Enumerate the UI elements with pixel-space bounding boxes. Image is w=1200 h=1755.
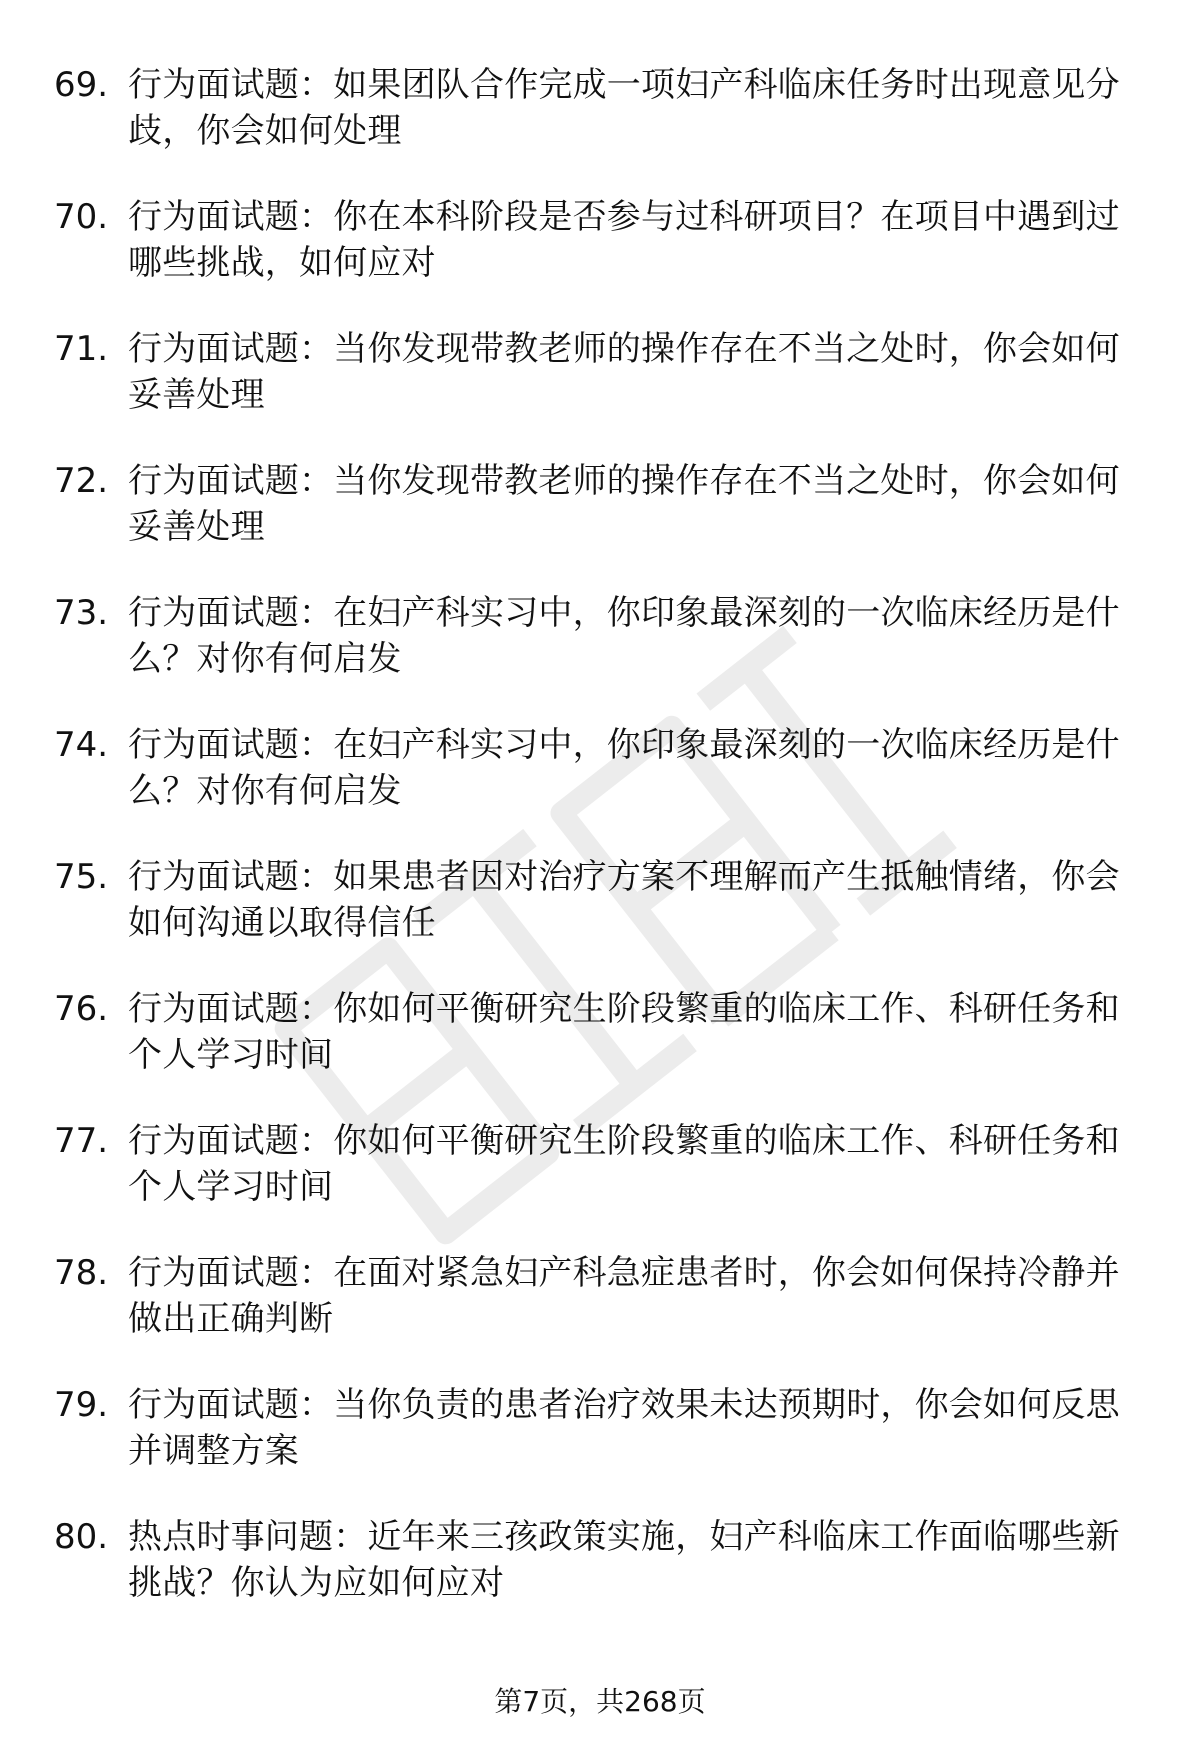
question-text: 行为面试题：你在本科阶段是否参与过科研项目？在项目中遇到过哪些挑战，如何应对 (128, 197, 1120, 283)
question-text: 行为面试题：在面对紧急妇产科急症患者时，你会如何保持冷静并做出正确判断 (128, 1253, 1120, 1339)
question-number: 75. (54, 857, 109, 897)
question-item (0, 1250, 1200, 1382)
question-number: 78. (54, 1253, 109, 1293)
question-text: 行为面试题：你如何平衡研究生阶段繁重的临床工作、科研任务和个人学习时间 (128, 1121, 1120, 1207)
question-number: 80. (54, 1517, 109, 1557)
question-item (0, 458, 1200, 590)
question-text: 行为面试题：如果团队合作完成一项妇产科临床任务时出现意见分歧，你会如何处理 (128, 65, 1120, 151)
question-text: 行为面试题：当你负责的患者治疗效果未达预期时，你会如何反思并调整方案 (128, 1385, 1120, 1471)
question-list (0, 62, 1200, 1646)
question-item (0, 62, 1200, 194)
question-item (0, 722, 1200, 854)
question-item (0, 326, 1200, 458)
question-item (0, 590, 1200, 722)
question-number: 74. (54, 725, 109, 765)
question-number: 72. (54, 461, 109, 501)
question-text: 行为面试题：当你发现带教老师的操作存在不当之处时，你会如何妥善处理 (128, 461, 1120, 547)
question-number: 70. (54, 197, 109, 237)
question-item (0, 854, 1200, 986)
question-number: 69. (54, 65, 109, 105)
question-text: 行为面试题：当你发现带教老师的操作存在不当之处时，你会如何妥善处理 (128, 329, 1120, 415)
question-number: 73. (54, 593, 109, 633)
question-item (0, 194, 1200, 326)
question-item (0, 986, 1200, 1118)
question-item (0, 1118, 1200, 1250)
question-item (0, 1382, 1200, 1514)
question-number: 79. (54, 1385, 109, 1425)
question-text: 行为面试题：在妇产科实习中，你印象最深刻的一次临床经历是什么？对你有何启发 (128, 593, 1120, 679)
question-number: 77. (54, 1121, 109, 1161)
question-text: 行为面试题：你如何平衡研究生阶段繁重的临床工作、科研任务和个人学习时间 (128, 989, 1120, 1075)
question-item (0, 1514, 1200, 1646)
page-footer: 第7页，共268页 (494, 1685, 706, 1718)
question-text: 热点时事问题：近年来三孩政策实施，妇产科临床工作面临哪些新挑战？你认为应如何应对 (128, 1517, 1120, 1603)
question-number: 71. (54, 329, 109, 369)
question-number: 76. (54, 989, 109, 1029)
question-text: 行为面试题：在妇产科实习中，你印象最深刻的一次临床经历是什么？对你有何启发 (128, 725, 1120, 811)
question-text: 行为面试题：如果患者因对治疗方案不理解而产生抵触情绪，你会如何沟通以取得信任 (128, 857, 1120, 943)
